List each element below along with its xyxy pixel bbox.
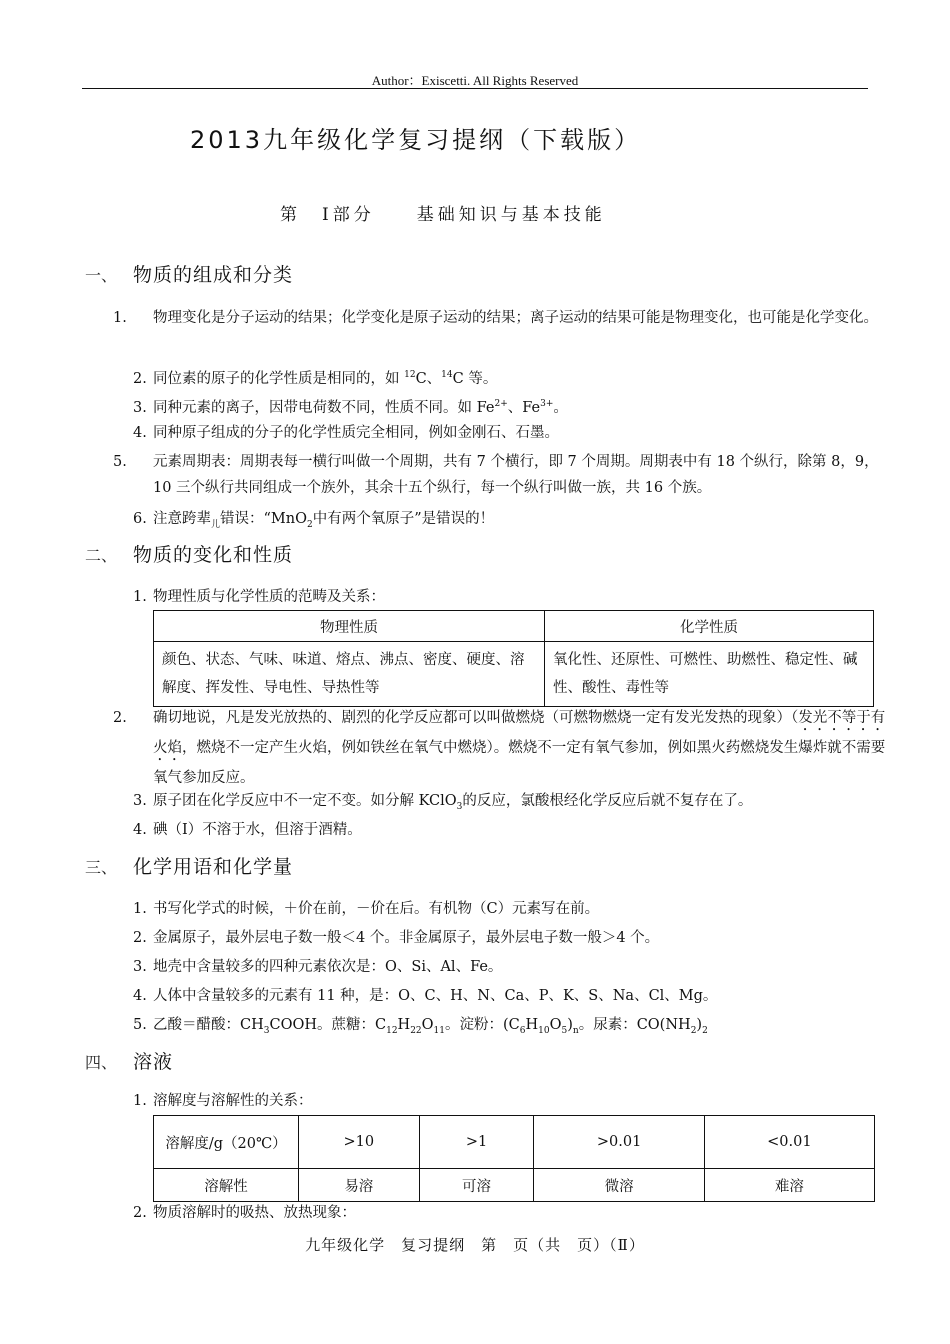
section-number: 四、 <box>85 1053 118 1072</box>
section-heading <box>85 260 293 287</box>
properties-table <box>153 610 874 707</box>
table-cell: 氧化性、还原性、可燃性、助燃性、稳定性、碱性、酸性、毒性等 <box>545 642 874 707</box>
table-cell: 可溶 <box>419 1169 534 1202</box>
list-item: 1. 书写化学式的时候，＋价在前，－价在后。有机物（C）元素写在前。 <box>133 901 600 917</box>
header-rule <box>82 88 868 89</box>
list-item: 4. 同种原子组成的分子的化学性质完全相同，例如金刚石、石墨。 <box>133 425 559 441</box>
table-header: 化学性质 <box>545 611 874 642</box>
section-number: 一、 <box>85 266 118 285</box>
page-header: Author：Exiscetti. All Rights Reserved <box>371 73 579 88</box>
table-row <box>154 1169 875 1202</box>
table-cell: <0.01 <box>704 1116 874 1169</box>
section-heading <box>85 1047 173 1074</box>
list-item: 1. 溶解度与溶解性的关系： <box>133 1093 313 1109</box>
page-footer: 九年级化学 复习提纲 第 页（共 页）（Ⅱ） <box>305 1236 645 1254</box>
table-cell: 微溶 <box>534 1169 704 1202</box>
list-item: 2. 同位素的原子的化学性质是相同的，如 $^{12}$C、$^{14}$C 等。 <box>133 370 498 387</box>
part-label: 第 Ⅰ部分 <box>280 205 375 225</box>
table-cell: 溶解性 <box>154 1169 299 1202</box>
emphasis-text: 发光不等于有火焰 <box>153 710 886 756</box>
table-row <box>154 1116 875 1169</box>
table-header: 物理性质 <box>154 611 545 642</box>
section-title: 化学用语和化学量 <box>133 856 294 878</box>
section-title: 物质的变化和性质 <box>133 544 294 566</box>
list-item: 2. 确切地说，凡是发光放热的、剧烈的化学反应都可以叫做燃烧（可燃物燃烧一定有发光发热的现象）（发光不等于有火焰，燃烧不一定产生火焰，例如铁丝在氧气中燃烧）。燃烧不一定有氧气参加，例如黑火药燃烧发生爆炸就不需要氧气参加反应。 <box>113 710 886 786</box>
list-item: 4. 碘（I）不溶于水，但溶于酒精。 <box>133 822 362 838</box>
list-item: 5. 乙酸＝醋酸：$CH_3COOH$。蔗糖：$C_{12}H_{22}O_{11}$。淀粉：$(C_6H_{10}O_5)_n$。尿素：$CO(NH_2)_2$ <box>133 1017 708 1036</box>
list-item: 4. 人体中含量较多的元素有 11 种，是：O、C、H、N、Ca、P、K、S、Na、Cl、Mg。 <box>133 988 718 1004</box>
table-cell: 溶解度/g（20℃） <box>154 1116 299 1169</box>
part-text: 基础知识与基本技能 <box>416 205 606 225</box>
list-item: 3. 地壳中含量较多的四种元素依次是：O、Si、Al、Fe。 <box>133 959 503 975</box>
section-number: 二、 <box>85 546 118 565</box>
list-item: 5. 元素周期表：周期表每一横行叫做一个周期，共有 7 个横行，即 7 个周期。周期表中有 18 个纵行，除第 8，9，10 三个纵行共同组成一个族外，其余十五个纵行，每一个纵行叫做一族，共 16 个族。 <box>113 454 879 496</box>
section-title: 物质的组成和分类 <box>133 264 294 286</box>
table-cell: >10 <box>299 1116 420 1169</box>
list-item: 1. 物理变化是分子运动的结果；化学变化是原子运动的结果；离子运动的结果可能是物理变化，也可能是化学变化。 <box>113 310 878 326</box>
list-item: 2. 金属原子，最外层电子数一般＜4 个。非金属原子，最外层电子数一般＞4 个。 <box>133 930 660 946</box>
part-subtitle <box>280 200 606 225</box>
table-cell: 难溶 <box>704 1169 874 1202</box>
table-cell: >1 <box>419 1116 534 1169</box>
section-heading <box>85 540 293 567</box>
table-cell: >0.01 <box>534 1116 704 1169</box>
list-item: 3. 同种元素的离子，因带电荷数不同，性质不同。如 $Fe^{2+}$、$Fe^{3+}$。 <box>133 399 568 416</box>
solubility-table <box>153 1115 875 1202</box>
document-title: 2013九年级化学复习提纲（下载版） <box>190 126 642 154</box>
list-item: 2. 物质溶解时的吸热、放热现象： <box>133 1205 356 1221</box>
list-item: 1. 物理性质与化学性质的范畴及关系： <box>133 589 385 605</box>
list-item: 3. 原子团在化学反应中不一定不变。如分解 KClO$_3$的反应，氯酸根经化学反应后就不复存在了。 <box>133 793 753 812</box>
list-item: 6. 注意跨辈$_儿$错误：“MnO$_2$中有两个氧原子”是错误的！ <box>133 511 495 530</box>
section-number: 三、 <box>85 858 118 877</box>
table-cell: 易溶 <box>299 1169 420 1202</box>
table-cell: 颜色、状态、气味、味道、熔点、沸点、密度、硬度、溶解度、挥发性、导电性、导热性等 <box>154 642 545 707</box>
table-row <box>154 642 874 707</box>
section-heading <box>85 852 293 879</box>
section-title: 溶液 <box>133 1051 174 1073</box>
